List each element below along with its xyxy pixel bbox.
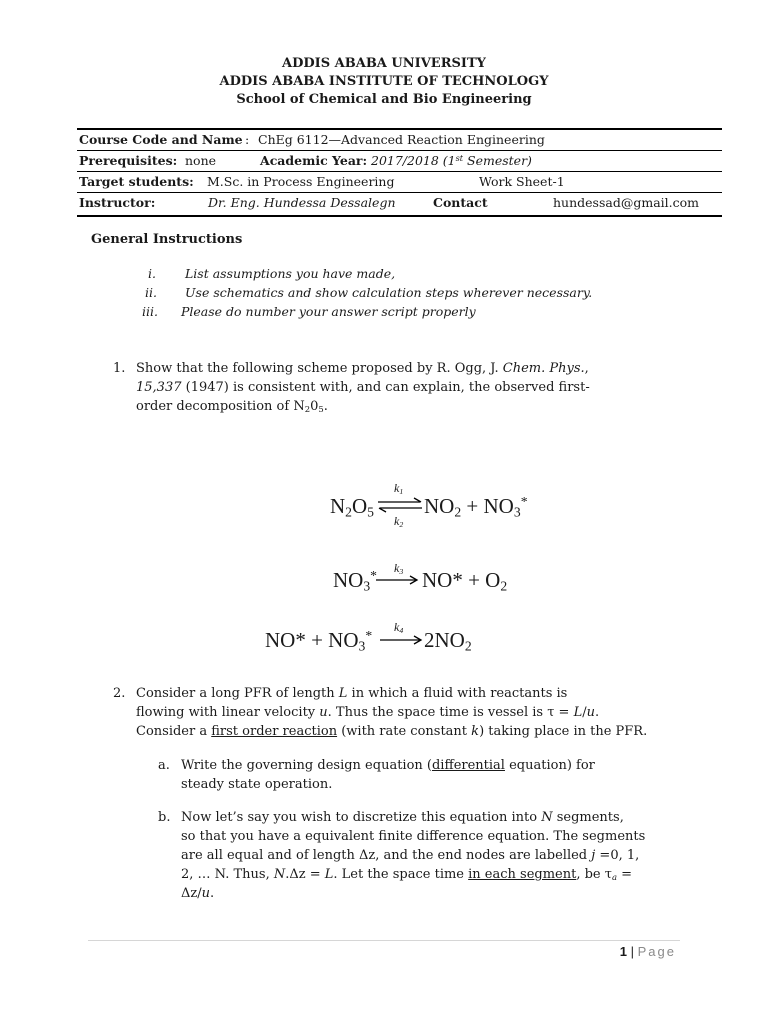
year-label: Academic Year: bbox=[260, 153, 368, 168]
q1-line-3: order decomposition of $N_20_5$. bbox=[136, 399, 328, 415]
instruction-marker-1: i. bbox=[148, 266, 156, 281]
part-a-line-2: steady state operation. bbox=[181, 777, 333, 792]
course-value: ChEg 6112—Advanced Reaction Engineering bbox=[258, 132, 545, 147]
question-2-number: 2. bbox=[113, 686, 126, 701]
contact-email[interactable]: hundessad@gmail.com bbox=[553, 195, 699, 210]
rate-constant-k2: $k_2$ bbox=[394, 514, 404, 529]
reaction-3-products: $2NO_2$ bbox=[424, 628, 472, 654]
q2-line-1: Consider a long PFR of length L in which a fluid with reactants is bbox=[136, 686, 568, 701]
instruction-text-3: Please do number your answer script properly bbox=[181, 304, 476, 319]
forward-arrow-icon bbox=[378, 635, 424, 645]
instructor-row bbox=[77, 193, 722, 215]
q1-line-1: Show that the following scheme proposed by R. Ogg, J. Chem. Phys., bbox=[136, 361, 589, 376]
target-label: Target students: bbox=[79, 174, 194, 189]
part-b-marker: b. bbox=[158, 810, 171, 825]
instruction-marker-3: iii. bbox=[142, 304, 158, 319]
reaction-1-products: $NO_2 + NO_3^*$ bbox=[424, 494, 528, 520]
worksheet-label: Work Sheet-1 bbox=[479, 174, 565, 189]
instruction-text-1: List assumptions you have made, bbox=[185, 266, 396, 281]
course-label: Course Code and Name bbox=[79, 132, 243, 147]
course-colon: : bbox=[245, 132, 250, 147]
forward-arrow-icon bbox=[374, 575, 420, 585]
question-2-text bbox=[136, 684, 676, 741]
part-b-text bbox=[181, 808, 681, 903]
prereq-row bbox=[77, 151, 722, 172]
part-b-line-2: so that you have a equivalent finite difference equation. The segments bbox=[181, 829, 646, 844]
reaction-2-products: $NO* + O_2$ bbox=[422, 568, 508, 594]
part-b-line-4: 2, … N. Thus, N.Δz = L. Let the space time in each segment, be $\tau_a$ = bbox=[181, 867, 633, 883]
university-name: ADDIS ABABA UNIVERSITY bbox=[282, 56, 486, 71]
prereq-value: none bbox=[185, 153, 217, 168]
contact-label: Contact bbox=[433, 195, 488, 210]
institute-name: ADDIS ABABA INSTITUTE OF TECHNOLOGY bbox=[219, 74, 549, 89]
page-number: 1 bbox=[619, 944, 628, 959]
q1-line-2: 15,337 (1947) is consistent with, and can explain, the observed first- bbox=[136, 380, 590, 395]
rate-constant-k4: $k_4$ bbox=[394, 620, 404, 635]
instructor-value: Dr. Eng. Hundessa Dessalegn bbox=[208, 195, 396, 210]
reaction-2-reactant: $NO_3^*$ bbox=[333, 568, 377, 594]
page-word: Page bbox=[637, 944, 676, 959]
school-name: School of Chemical and Bio Engineering bbox=[236, 92, 532, 107]
rate-constant-k1: $k_1$ bbox=[394, 481, 404, 496]
part-a-text bbox=[181, 756, 681, 794]
q2-line-3: Consider a first order reaction (with rate constant k) taking place in the PFR. bbox=[136, 724, 648, 739]
part-a-line-1: Write the governing design equation (differential equation) for bbox=[181, 758, 595, 773]
reaction-1-reactant: $N_2O_5$ bbox=[330, 494, 374, 520]
q2-line-2: flowing with linear velocity u. Thus the space time is vessel is τ = L/u. bbox=[136, 705, 600, 720]
course-info-table bbox=[77, 128, 722, 217]
year-value: 2017/2018 (1st Semester) bbox=[371, 152, 532, 168]
part-b-line-5: Δz/u. bbox=[181, 886, 215, 901]
question-1-number: 1. bbox=[113, 361, 126, 376]
general-instructions-title: General Instructions bbox=[91, 232, 243, 247]
reaction-3-reactants: $NO* + NO_3^*$ bbox=[265, 628, 373, 654]
equilibrium-arrow-icon bbox=[376, 497, 424, 513]
footer-divider bbox=[88, 940, 680, 941]
instruction-marker-2: ii. bbox=[145, 285, 157, 300]
question-1-text bbox=[136, 359, 676, 416]
course-row bbox=[77, 130, 722, 151]
instruction-text-2: Use schematics and show calculation steps wherever necessary. bbox=[185, 285, 593, 300]
rate-constant-k3: $k_3$ bbox=[394, 561, 404, 576]
part-a-marker: a. bbox=[158, 758, 170, 773]
page-footer bbox=[620, 944, 676, 959]
instructor-label: Instructor: bbox=[79, 195, 156, 210]
footer-separator: | bbox=[627, 944, 638, 959]
prereq-label: Prerequisites: bbox=[79, 153, 178, 168]
part-b-line-1: Now let’s say you wish to discretize this equation into N segments, bbox=[181, 810, 624, 825]
part-b-line-3: are all equal and of length Δz, and the end nodes are labelled j =0, 1, bbox=[181, 848, 640, 863]
target-value: M.Sc. in Process Engineering bbox=[207, 174, 395, 189]
target-row bbox=[77, 172, 722, 193]
